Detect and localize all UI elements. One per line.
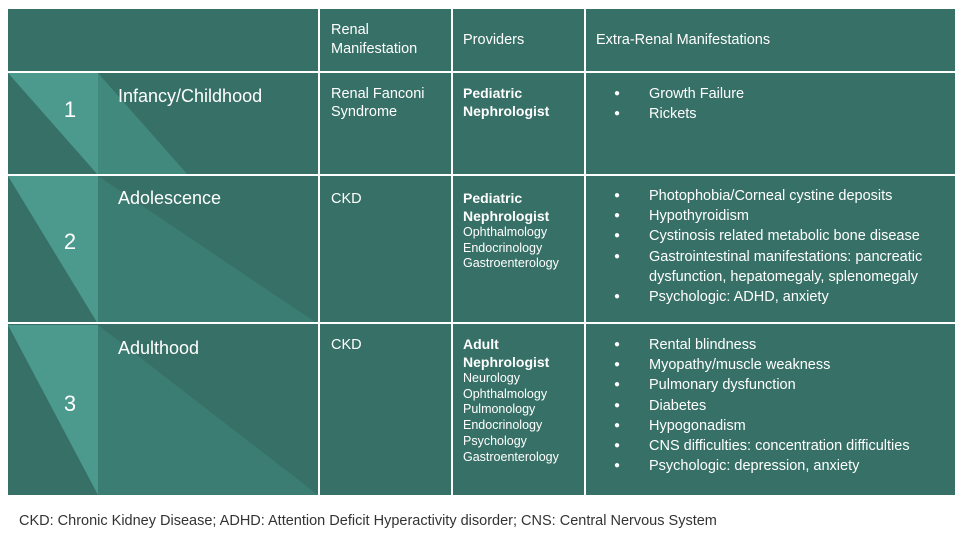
row-3-stage: Adulthood <box>118 338 200 358</box>
header-providers: Providers <box>463 32 525 48</box>
stages-table <box>8 9 955 495</box>
row-3-number: 3 <box>63 391 77 416</box>
row-2-provider: Ophthalmology <box>463 225 548 239</box>
grid-line-h2 <box>8 174 955 176</box>
row-2-provider: Endocrinology <box>463 240 543 255</box>
row-3-extra-list <box>614 335 944 476</box>
list-item: ● Growth Failure <box>614 84 944 104</box>
grid-line-v1 <box>318 9 320 495</box>
row-2-stage: Adolescence <box>118 188 222 208</box>
list-item: ● Pulmonary dysfunction <box>614 375 944 395</box>
row-3-provider: Psychology <box>463 433 527 448</box>
row-1-providers <box>463 85 581 120</box>
row-3-provider: Endocrinology <box>463 418 543 433</box>
list-item: ● Cystinosis related metabolic bone disease <box>614 226 950 246</box>
grid-line-h3 <box>8 322 955 324</box>
list-item: ● Hypothyroidism <box>614 206 950 226</box>
grid-line-v2 <box>451 9 453 495</box>
row-3-provider: Pulmonology <box>463 402 536 417</box>
grid-line-v3 <box>584 9 586 495</box>
row-3-renal: CKD <box>331 337 362 353</box>
row-3-provider: Gastroenterology <box>463 449 559 464</box>
row-3-provider: Neurology <box>463 371 520 385</box>
list-item: ● Psychologic: ADHD, anxiety <box>614 287 950 307</box>
row-2-extra-list <box>614 186 950 307</box>
list-item: ● Rickets <box>614 104 944 124</box>
list-item: ● CNS difficulties: concentration difficulties <box>614 436 944 456</box>
row-1-renal: Renal Fanconi Syndrome <box>331 86 425 120</box>
row-2-number: 2 <box>63 229 77 254</box>
header-extra-renal: Extra-Renal Manifestations <box>596 32 771 48</box>
row-3-providers <box>463 336 581 465</box>
header-renal-manifestation: Renal Manifestation <box>331 22 418 57</box>
grid-line-h1 <box>8 71 955 73</box>
list-item: ● Gastrointestinal manifestations: pancreatic dysfunction, hepatomegaly, splenomegaly <box>614 247 950 287</box>
row-2-providers <box>463 190 581 272</box>
row-1-providers-lead: Pediatric Nephrologist <box>463 85 550 119</box>
row-2-providers-lead: Pediatric Nephrologist <box>463 190 550 224</box>
row-2-renal: CKD <box>331 191 362 207</box>
list-item: ● Diabetes <box>614 396 944 416</box>
list-item: ● Hypogonadism <box>614 416 944 436</box>
row-3-provider: Ophthalmology <box>463 386 548 401</box>
row-1-number: 1 <box>63 97 77 122</box>
row-1-stage: Infancy/Childhood <box>118 86 263 106</box>
list-item: ● Photophobia/Corneal cystine deposits <box>614 186 950 206</box>
row-3-providers-lead: Adult Nephrologist <box>463 336 550 370</box>
row-2-provider: Gastroenterology <box>463 256 559 271</box>
list-item: ● Psychologic: depression, anxiety <box>614 456 944 476</box>
list-item: ● Rental blindness <box>614 335 944 355</box>
row-1-extra-list <box>614 84 944 124</box>
list-item: ● Myopathy/muscle weakness <box>614 355 944 375</box>
footnote: CKD: Chronic Kidney Disease; ADHD: Attention Deficit Hyperactivity disorder; CNS: Central Nervous System <box>19 513 717 529</box>
